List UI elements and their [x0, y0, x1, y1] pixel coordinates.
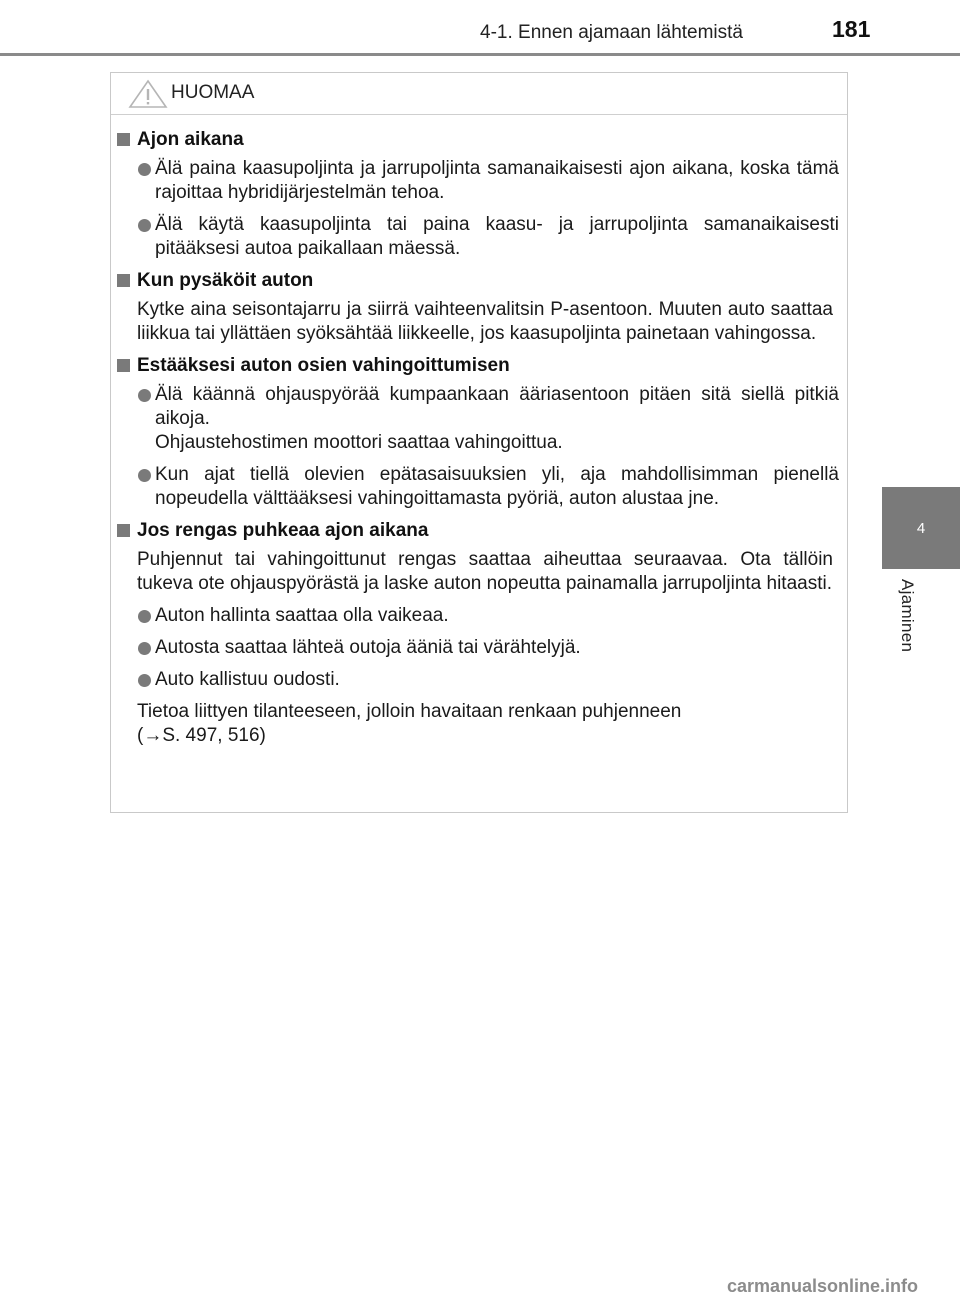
circle-bullet-icon — [138, 610, 151, 623]
list-item: Älä käytä kaasupoljinta tai paina kaasu- ja jarrupoljinta samanaikaisesti pitääksesi autoa paikallaan mäessä. — [111, 213, 847, 261]
notice-box — [110, 72, 848, 813]
warning-triangle-icon — [128, 79, 168, 109]
page-reference[interactable]: (→S. 497, 516) — [137, 725, 266, 746]
chapter-tab[interactable] — [882, 487, 960, 569]
section-heading: Jos rengas puhkeaa ajon aikana — [111, 519, 847, 543]
list-item: Auto kallistuu oudosti. — [111, 668, 847, 692]
circle-bullet-icon — [138, 642, 151, 655]
circle-bullet-icon — [138, 469, 151, 482]
circle-bullet-icon — [138, 674, 151, 687]
list-item: Älä käännä ohjauspyörää kumpaankaan ääriasentoon pitäen sitä siellä pitkiä aikoja. Ohjaustehostimen moottori saattaa vahingoittua. — [111, 383, 847, 455]
list-item: Kun ajat tiellä olevien epätasaisuuksien yli, aja mahdollisimman pienellä nopeudella välttääksesi vahingoittamasta pyöriä, auton alustaa jne. — [111, 463, 847, 511]
section-heading: Ajon aikana — [111, 128, 847, 152]
notice-header — [111, 73, 847, 115]
notice-body — [111, 128, 847, 756]
page-number: 181 — [832, 16, 871, 42]
square-bullet-icon — [117, 133, 130, 146]
chapter-number: 4 — [916, 519, 926, 537]
section-heading: Estääksesi auton osien vahingoittumisen — [111, 354, 847, 378]
list-item: Älä paina kaasupoljinta ja jarrupoljinta samanaikaisesti ajon aikana, koska tämä rajoittaa hybridijärjestelmän tehoa. — [111, 157, 847, 205]
section-heading: Kun pysäköit auton — [111, 269, 847, 293]
list-item: Autosta saattaa lähteä outoja ääniä tai värähtelyjä. — [111, 636, 847, 660]
section-title: 4-1. Ennen ajamaan lähtemistä — [480, 22, 743, 43]
header-divider — [0, 53, 960, 56]
paragraph: Kytke aina seisontajarru ja siirrä vaihteenvalitsin P-asentoon. Muuten auto saattaa liikkua tai yllättäen syöksähtää liikkeelle, jos kaasupoljinta painetaan vahingossa. — [137, 299, 833, 344]
circle-bullet-icon — [138, 389, 151, 402]
paragraph: Puhjennut tai vahingoittunut rengas saattaa aiheuttaa seuraavaa. Ota tällöin tukeva ote ohjauspyörästä ja laske auton nopeutta painamalla jarrupoljinta hitaasti. — [137, 549, 833, 594]
list-item: Auton hallinta saattaa olla vaikeaa. — [111, 604, 847, 628]
reference-paragraph: Tietoa liittyen tilanteeseen, jolloin havaitaan renkaan puhjenneen (→S. 497, 516) — [111, 700, 847, 748]
circle-bullet-icon — [138, 163, 151, 176]
chapter-label: Ajaminen — [898, 579, 917, 653]
notice-title: HUOMAA — [171, 82, 255, 103]
circle-bullet-icon — [138, 219, 151, 232]
watermark: carmanualsonline.info — [727, 1276, 919, 1296]
square-bullet-icon — [117, 274, 130, 287]
square-bullet-icon — [117, 524, 130, 537]
square-bullet-icon — [117, 359, 130, 372]
